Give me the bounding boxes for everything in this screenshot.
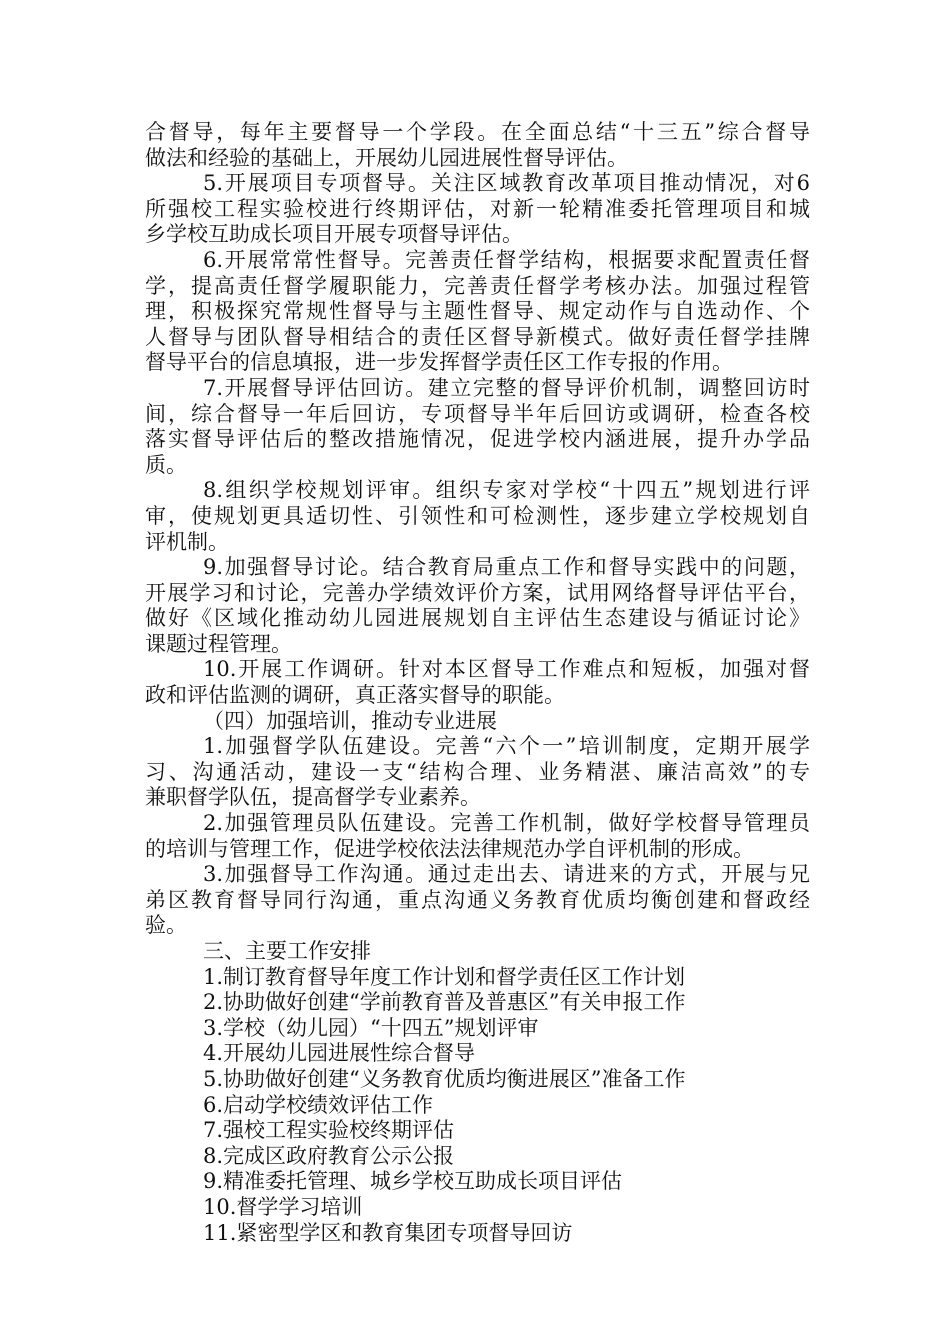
text-line: 11.紧密型学区和教育集团专项督导回访 <box>203 1220 573 1245</box>
text-line: 1.制订教育督导年度工作计划和督学责任区工作计划 <box>203 964 686 989</box>
text-line: 2.协助做好创建“学前教育普及普惠区”有关申报工作 <box>203 990 686 1015</box>
text-line: 5.协助做好创建“义务教育优质均衡进展区”准备工作 <box>203 1066 686 1091</box>
text-line: 7.开展督导评估回访。建立完整的督导评价机制，调整回访时 <box>203 375 810 400</box>
text-line: 5.开展项目专项督导。关注区域教育改革项目推动情况，对6 <box>203 171 810 196</box>
text-line: 三、主要工作安排 <box>203 939 371 963</box>
text-line: 课题过程管理。 <box>145 631 292 656</box>
text-line: 的培训与管理工作，促进学校依法法律规范办学自评机制的形成。 <box>145 836 754 861</box>
text-line: 10.督学学习培训 <box>203 1194 363 1219</box>
document-page <box>145 120 810 1246</box>
text-line: 做法和经验的基础上，开展幼儿园进展性督导评估。 <box>145 145 628 170</box>
text-line: 4.开展幼儿园进展性综合督导 <box>203 1041 476 1066</box>
text-line: 落实督导评估后的整改措施情况，促进学校内涵进展，提升办学品 <box>145 427 810 452</box>
text-line: 验。 <box>145 913 187 938</box>
text-line: 9.加强督导讨论。结合教育局重点工作和督导实践中的问题， <box>203 555 810 580</box>
text-line: 审，使规划更具适切性、引领性和可检测性，逐步建立学校规划自 <box>145 503 810 528</box>
text-line: 理，积极探究常规性督导与主题性督导、规定动作与自选动作、个 <box>145 299 810 324</box>
text-line: 6.启动学校绩效评估工作 <box>203 1092 434 1117</box>
text-line: 合督导，每年主要督导一个学段。在全面总结“十三五”综合督导 <box>145 120 810 144</box>
text-line: 弟区教育督导同行沟通，重点沟通义务教育优质均衡创建和督政经 <box>145 887 810 912</box>
text-line: 所强校工程实验校进行终期评估，对新一轮精准委托管理项目和城 <box>145 196 810 221</box>
text-line: 8.组织学校规划评审。组织专家对学校“十四五”规划进行评 <box>203 478 810 503</box>
text-line: 习、沟通活动，建设一支“结构合理、业务精湛、廉洁高效”的专 <box>145 759 810 784</box>
text-line: 开展学习和讨论，完善办学绩效评价方案，试用网络督导评估平台， <box>145 580 810 605</box>
text-line: 乡学校互助成长项目开展专项督导评估。 <box>145 222 523 247</box>
text-line: 间，综合督导一年后回访，专项督导半年后回访或调研，检查各校 <box>145 401 810 426</box>
text-line: 2.加强管理员队伍建设。完善工作机制，做好学校督导管理员 <box>203 811 810 836</box>
text-line: 兼职督学队伍，提高督学专业素养。 <box>145 785 481 810</box>
text-line: 8.完成区政府教育公示公报 <box>203 1143 455 1168</box>
text-line: 9.精准委托管理、城乡学校互助成长项目评估 <box>203 1169 623 1194</box>
text-line: 政和评估监测的调研，真正落实督导的职能。 <box>145 683 565 708</box>
text-line: 人督导与团队督导相结合的责任区督导新模式。做好责任督学挂牌 <box>145 324 810 349</box>
text-line: 质。 <box>145 452 187 477</box>
text-line: 学，提高责任督学履职能力，完善责任督学考核办法。加强过程管 <box>145 273 810 298</box>
text-line: 3.加强督导工作沟通。通过走出去、请进来的方式，开展与兄 <box>203 862 810 887</box>
text-line: 7.强校工程实验校终期评估 <box>203 1118 455 1143</box>
text-line: 做好《区域化推动幼儿园进展规划自主评估生态建设与循证讨论》 <box>145 606 810 631</box>
text-line: （四）加强培训，推动专业进展 <box>203 708 497 733</box>
text-line: 6.开展常常性督导。完善责任督学结构，根据要求配置责任督 <box>203 247 810 272</box>
text-line: 督导平台的信息填报，进一步发挥督学责任区工作专报的作用。 <box>145 350 733 375</box>
text-line: 评机制。 <box>145 529 229 554</box>
text-line: 10.开展工作调研。针对本区督导工作难点和短板，加强对督 <box>203 657 810 682</box>
text-line: 3.学校（幼儿园）“十四五”规划评审 <box>203 1015 539 1040</box>
text-line: 1.加强督学队伍建设。完善“六个一”培训制度，定期开展学 <box>203 734 810 759</box>
